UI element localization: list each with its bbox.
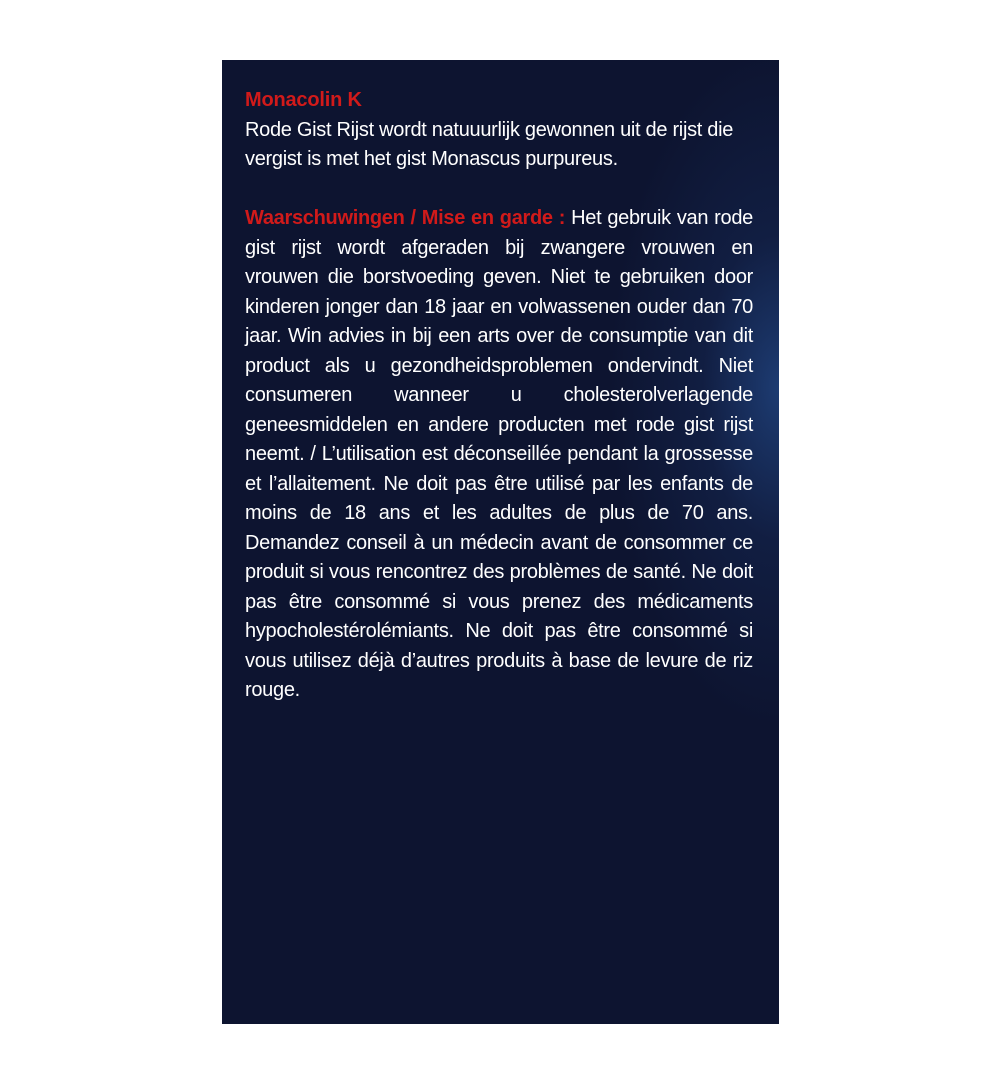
monacolin-section — [245, 86, 753, 175]
warnings-text: Het gebruik van rode gist rijst wordt afgeraden bij zwangere vrouwen en vrouwen die borstvoeding geven. Niet te gebruiken door kinderen jonger dan 18 jaar en volwassenen ouder dan 70 jaar. Win advies in bij een arts over de consumptie van dit product als u gezondheidsproblemen ondervindt. Niet consumeren wanneer u cholesterolverlagende geneesmiddelen en andere producten met rode gist rijst neemt. / L’utilisation est déconseillée pendant la grossesse et l’allaitement. Ne doit pas être utilisé par les enfants de moins de 18 ans et les adultes de plus de 70 ans. Demandez conseil à un médecin avant de consommer ce produit si vous rencontrez des problèmes de santé. Ne doit pas être consommé si vous prenez des médicaments hypocholestérolémiants. Ne doit pas être consommé si vous utilisez déjà d’autres produits à base de levure de riz rouge. — [245, 207, 753, 701]
monacolin-description: Rode Gist Rijst wordt natuuurlijk gewonnen uit de rijst die vergist is met het gist Monascus purpureus. — [245, 118, 734, 170]
warnings-heading: Waarschuwingen / Mise en garde : — [245, 207, 566, 229]
monacolin-heading: Monacolin K — [245, 89, 362, 111]
warnings-section — [245, 204, 753, 706]
label-panel — [222, 60, 779, 1024]
